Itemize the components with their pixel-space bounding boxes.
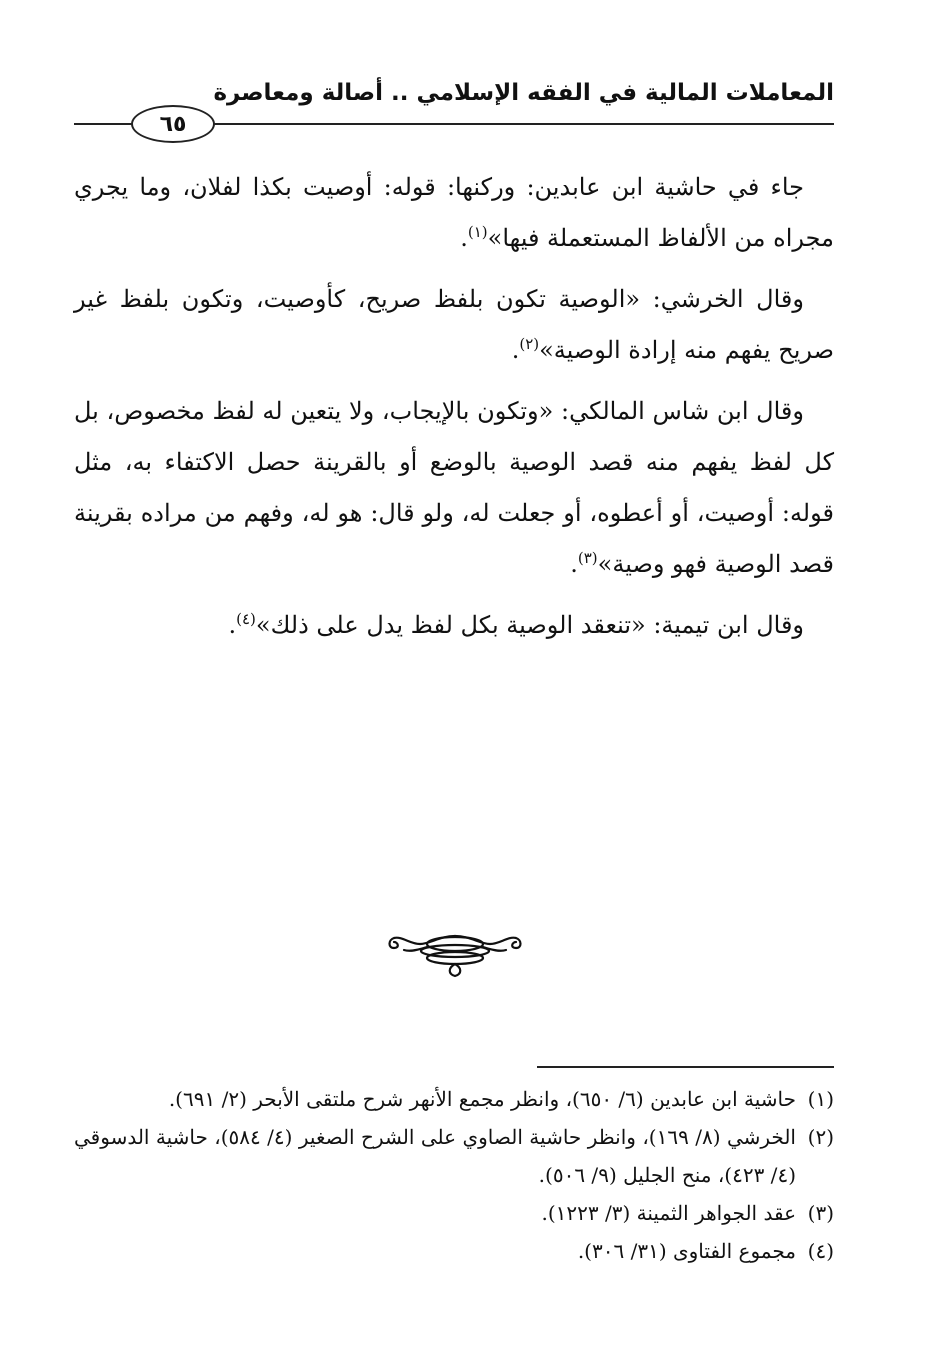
footnote xyxy=(74,1118,834,1194)
footnote-ref: (٢) xyxy=(519,335,540,353)
paragraph-end: . xyxy=(570,550,578,578)
paragraph xyxy=(74,274,834,376)
page-number: ٦٥ xyxy=(159,111,187,137)
footnote-ref: (٣) xyxy=(577,549,598,567)
footnote-ref: (١) xyxy=(467,223,488,241)
paragraph xyxy=(74,600,834,651)
footnote-text: مجموع الفتاوى (٣١/ ٣٠٦). xyxy=(577,1239,796,1263)
footnote-number: (٣) xyxy=(807,1201,834,1225)
footnote-number: (١) xyxy=(807,1087,834,1111)
footnote-number: (٤) xyxy=(807,1239,834,1263)
body-text xyxy=(74,162,834,661)
paragraph-text: وقال الخرشي: «الوصية تكون بلفظ صريح، كأوصيت، وتكون بلفظ غير صريح يفهم منه إرادة الوصية» xyxy=(74,285,834,364)
paragraph-text: وقال ابن شاس المالكي: «وتكون بالإيجاب، ولا يتعين له لفظ مخصوص، بل كل لفظ يفهم منه قصد الوصية بالوضع أو بالقرينة حصل الاكتفاء به، مثل قوله: أوصيت، أو أعطوه، أو جعلت له، ولو قال: هو له، وفهم من مراده بقرينة قصد الوصية فهو وصية» xyxy=(74,397,834,578)
footnote-text: عقد الجواهر الثمينة (٣/ ١٢٢٣). xyxy=(541,1201,796,1225)
paragraph xyxy=(74,386,834,590)
paragraph-text: وقال ابن تيمية: «تنعقد الوصية بكل لفظ يدل على ذلك» xyxy=(255,611,804,639)
paragraph-text: جاء في حاشية ابن عابدين: وركنها: قوله: أوصيت بكذا لفلان، وما يجري مجراه من الألفاظ المستعملة فيها» xyxy=(74,173,834,252)
footnote-number: (٢) xyxy=(807,1125,834,1149)
page-number-oval xyxy=(131,105,215,143)
footnotes xyxy=(74,1080,834,1270)
paragraph-end: . xyxy=(511,336,520,364)
footnote-rule xyxy=(537,1066,834,1068)
footnote xyxy=(74,1194,834,1232)
footnote-ref: (٤) xyxy=(236,610,256,628)
footnote-text: حاشية ابن عابدين (٦/ ٦٥٠)، وانظر مجمع الأنهر شرح ملتقى الأبحر (٢/ ٦٩١). xyxy=(168,1087,796,1111)
ornament-icon xyxy=(380,922,530,982)
paragraph xyxy=(74,162,834,264)
paragraph-end: . xyxy=(228,611,237,639)
footnote xyxy=(74,1080,834,1118)
header-title: المعاملات المالية في الفقه الإسلامي .. أصالة ومعاصرة xyxy=(213,80,834,106)
paragraph-end: . xyxy=(460,224,468,252)
footnote-text: الخرشي (٨/ ١٦٩)، وانظر حاشية الصاوي على الشرح الصغير (٤/ ٥٨٤)، حاشية الدسوقي (٤/ ٤٢٣)، منح الجليل (٩/ ٥٠٦). xyxy=(74,1125,796,1187)
footnote xyxy=(74,1232,834,1270)
